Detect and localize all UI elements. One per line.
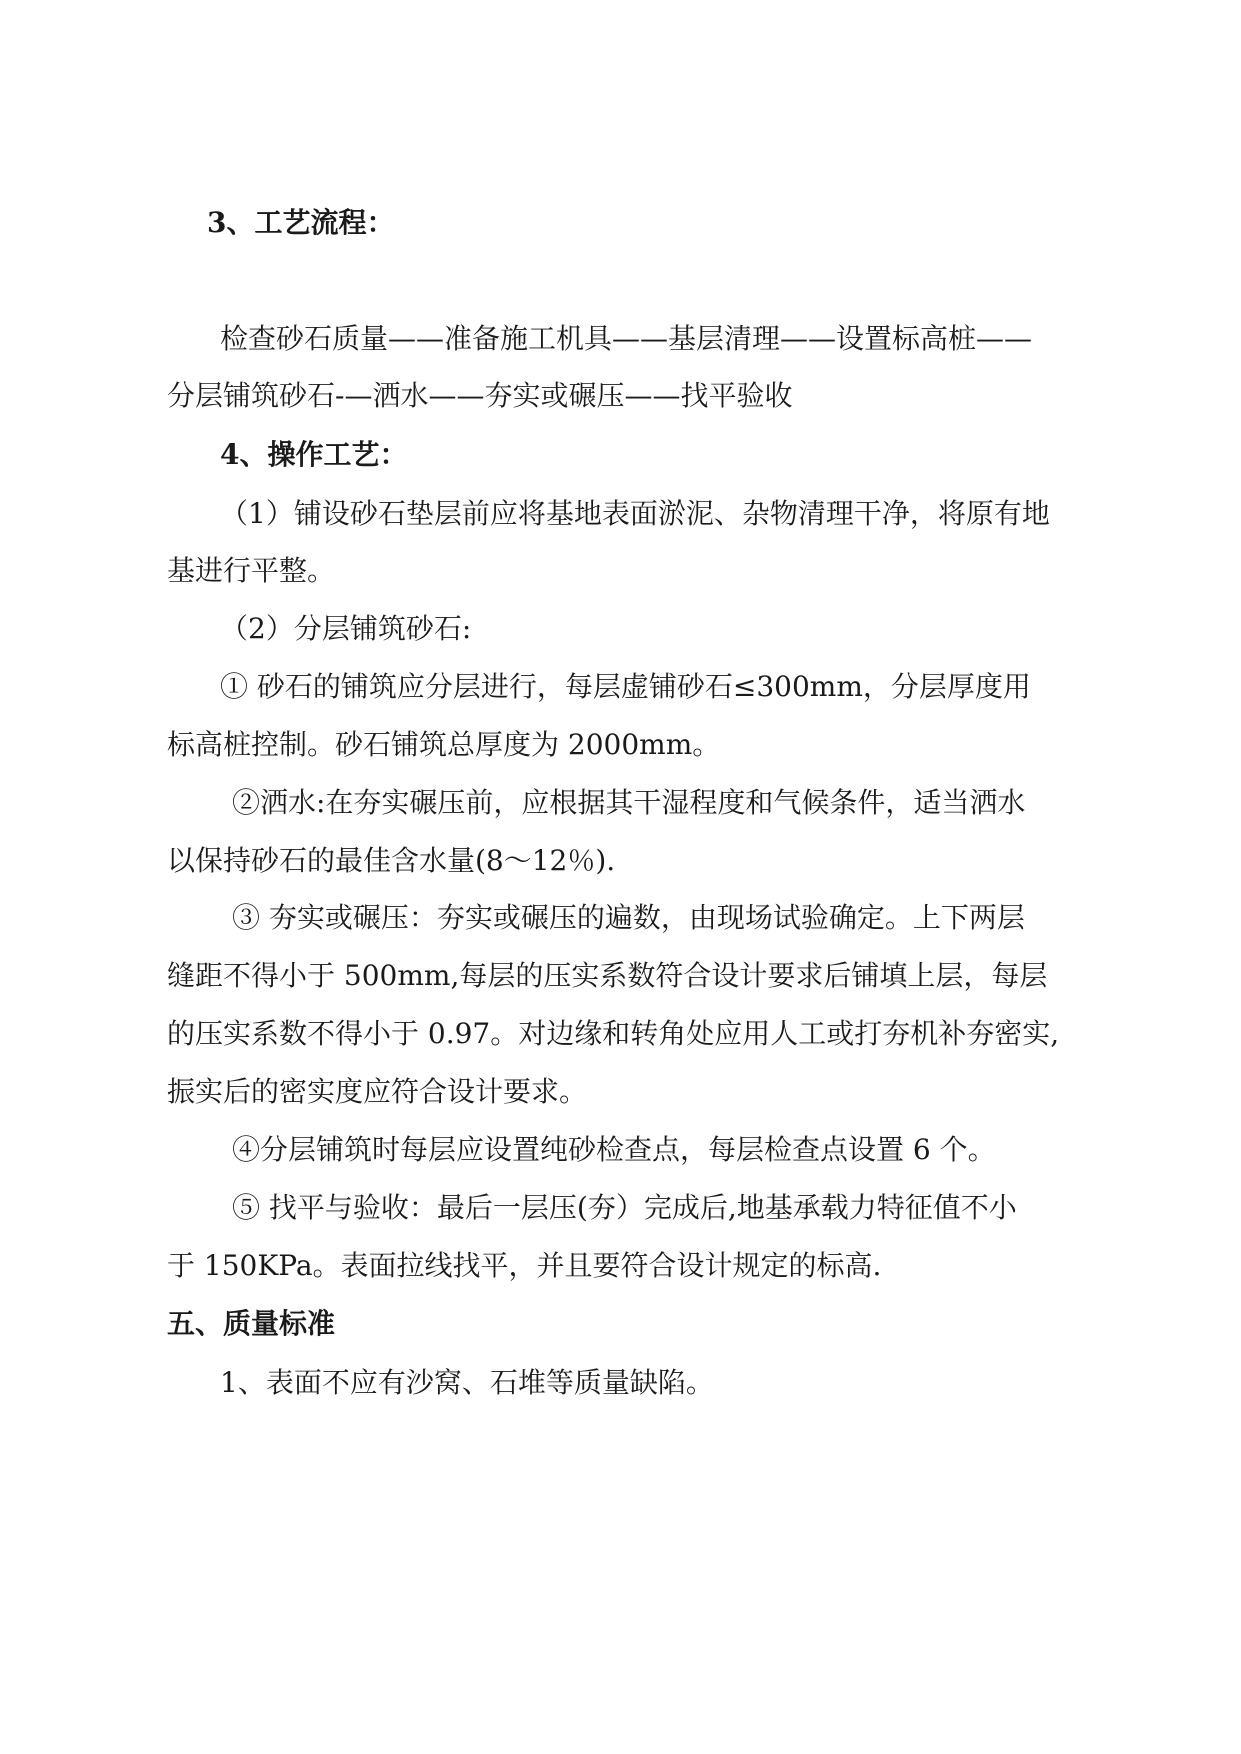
section-heading-3: 3、工艺流程： bbox=[207, 206, 395, 239]
step-2-title: （2）分层铺筑砂石: bbox=[220, 612, 472, 645]
section-heading-5: 五、质量标准 bbox=[167, 1307, 336, 1340]
process-flow-line-1: 检查砂石质量——准备施工机具——基层清理——设置标高桩—— bbox=[220, 322, 1033, 355]
item-2-line-1: ②洒水:在夯实碾压前，应根据其干湿程度和气候条件，适当洒水 bbox=[232, 786, 1026, 819]
item-3-line-4: 振实后的密实度应符合设计要求。 bbox=[167, 1075, 588, 1108]
item-3-line-2: 缝距不得小于 500mm,每层的压实系数符合设计要求后铺填上层，每层 bbox=[167, 959, 1048, 992]
item-2-line-2: 以保持砂石的最佳含水量(8～12％). bbox=[167, 844, 616, 877]
item-1-line-1: ① 砂石的铺筑应分层进行，每层虚铺砂石≤300mm，分层厚度用 bbox=[220, 670, 1031, 703]
section-heading-4: 4、操作工艺： bbox=[220, 438, 408, 471]
item-5-line-1: ⑤ 找平与验收：最后一层压(夯）完成后,地基承载力特征值不小 bbox=[232, 1191, 1017, 1224]
item-4-line-1: ④分层铺筑时每层应设置纯砂检查点，每层检查点设置 6 个。 bbox=[232, 1133, 996, 1166]
process-flow-line-2: 分层铺筑砂石-—洒水——夯实或碾压——找平验收 bbox=[167, 379, 793, 412]
item-1-line-2: 标高桩控制。砂石铺筑总厚度为 2000mm。 bbox=[167, 728, 721, 761]
step-1-line-1: （1）铺设砂石垫层前应将基地表面淤泥、杂物清理干净，将原有地 bbox=[220, 497, 1050, 530]
item-3-line-1: ③ 夯实或碾压：夯实或碾压的遍数，由现场试验确定。上下两层 bbox=[232, 901, 1025, 934]
item-5-line-2: 于 150KPa。表面拉线找平，并且要符合设计规定的标高. bbox=[167, 1249, 882, 1282]
quality-item-1: 1、表面不应有沙窝、石堆等质量缺陷。 bbox=[220, 1366, 714, 1399]
step-1-line-2: 基进行平整。 bbox=[167, 554, 336, 587]
item-3-line-3: 的压实系数不得小于 0.97。对边缘和转角处应用人工或打夯机补夯密实, bbox=[167, 1017, 1060, 1050]
